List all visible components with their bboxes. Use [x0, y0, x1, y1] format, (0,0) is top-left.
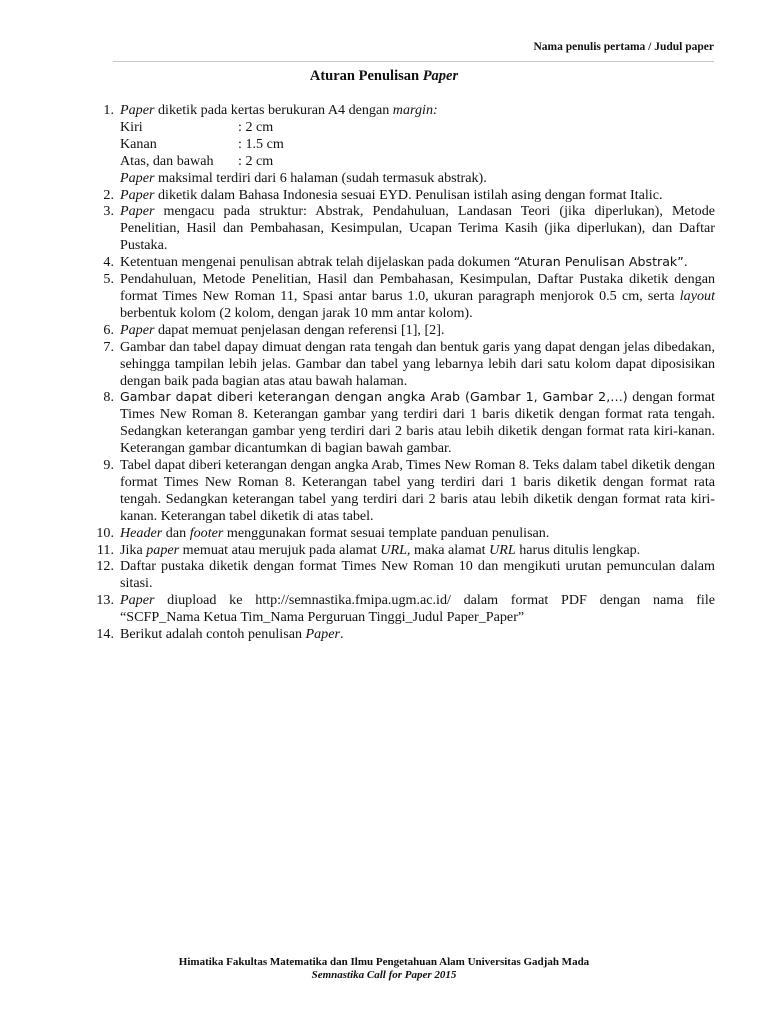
list-item — [92, 102, 715, 187]
list-item-number: 12. — [96, 558, 114, 575]
list-item — [92, 542, 715, 559]
list-item-number: 9. — [103, 457, 114, 474]
rule-text-run: dan — [162, 524, 190, 541]
rule-text-run: Ketentuan mengenai penulisan abtrak telah dijelaskan pada dokumen — [120, 254, 514, 271]
margin-value: : 2 cm — [238, 152, 274, 169]
list-item-paragraph — [120, 558, 715, 592]
list-item-text — [120, 525, 715, 542]
list-item-text — [120, 592, 715, 626]
rule-text-run: Gambar dapat diberi keterangan dengan angka Arab (Gambar 1, Gambar 2,…) — [120, 389, 628, 405]
list-item-text — [120, 457, 715, 525]
margin-side: Kanan — [120, 135, 157, 152]
list-item — [92, 389, 715, 457]
rule-text-run: margin: — [392, 102, 438, 118]
rule-text-run: Pendahuluan, Metode Penelitian, Hasil dan Pembahasan, Kesimpulan, Daftar Pustaka diketik dengan format Times New Roman 11, Spasi antar barus 1.0, ukuran paragraph menjorok 0.5 cm, serta — [120, 271, 715, 304]
list-item — [92, 626, 715, 643]
list-item-number: 4. — [103, 254, 114, 271]
list-item-number: 13. — [96, 592, 114, 609]
page-title — [0, 68, 768, 85]
list-item — [92, 203, 715, 254]
margin-value: : 2 cm — [238, 118, 274, 135]
rule-text-run: Header — [120, 524, 163, 541]
list-item-paragraph — [120, 592, 715, 626]
list-item — [92, 271, 715, 322]
running-header: Nama penulis pertama / Judul paper — [533, 41, 714, 53]
margin-spec-row — [120, 136, 715, 153]
rules-list — [92, 102, 715, 643]
rule-text-run: maksimal terdiri dari 6 halaman (sudah termasuk abstrak). — [154, 169, 487, 186]
rule-text-run: Paper — [120, 186, 155, 203]
list-item-number: 1. — [103, 102, 114, 118]
list-item-paragraph — [120, 187, 715, 204]
margin-spec-row — [120, 153, 715, 170]
rule-text-run: Paper — [120, 102, 155, 118]
list-item — [92, 322, 715, 339]
rule-text-run: layout — [679, 287, 715, 304]
list-item-paragraph — [120, 542, 715, 559]
list-item-text — [120, 339, 715, 390]
list-item — [92, 187, 715, 204]
list-item — [92, 339, 715, 390]
list-item-text — [120, 389, 715, 457]
list-item-paragraph — [120, 525, 715, 542]
list-item — [92, 254, 715, 271]
rule-text-run: “Aturan Penulisan Abstrak”. — [513, 254, 688, 270]
list-item-number: 7. — [103, 338, 114, 355]
list-item-paragraph — [120, 254, 715, 271]
rule-text-run: diketik dalam Bahasa Indonesia sesuai EYD. Penulisan istilah asing dengan format Italic. — [154, 186, 663, 203]
list-item-number: 10. — [96, 524, 114, 541]
list-item-text — [120, 626, 715, 643]
list-item-text — [120, 254, 715, 271]
margin-side: Atas, dan bawah — [120, 152, 214, 169]
list-item-paragraph — [120, 203, 715, 254]
list-item-paragraph — [120, 271, 715, 322]
rule-text-run: . — [339, 626, 344, 643]
rule-text-run: diketik pada kertas berukuran A4 dengan — [154, 102, 393, 118]
rule-text-run: Daftar pustaka diketik dengan format Times New Roman 10 dan mengikuti urutan pemunculan dalam sitasi. — [120, 558, 715, 592]
list-item-text — [120, 322, 715, 339]
rule-text-run: Paper — [120, 321, 155, 338]
list-item-paragraph — [120, 322, 715, 339]
footer-organization: Himatika Fakultas Matematika dan Ilmu Pengetahuan Alam Universitas Gadjah Mada — [178, 956, 590, 968]
list-item-text — [120, 203, 715, 254]
list-item-number: 14. — [96, 626, 114, 643]
list-item — [92, 558, 715, 592]
rule-text-run: Berikut adalah contoh penulisan — [120, 626, 306, 643]
rule-text-run: Paper — [120, 592, 155, 609]
list-item-number: 5. — [103, 271, 114, 288]
rule-text-run: harus ditulis lengkap. — [515, 541, 641, 558]
page-title-text: Aturan Penulisan — [309, 68, 423, 84]
list-item-paragraph — [120, 389, 715, 457]
list-item-text — [120, 271, 715, 322]
rule-text-run: Paper — [120, 169, 155, 186]
list-item-text — [120, 558, 715, 592]
rule-text-run: mengacu pada struktur: Abstrak, Pendahuluan, Landasan Teori (jika diperlukan), Metode Penelitian, Hasil dan Pembahasan, Kesimpulan, Ucapan Terima Kasih (jika diperlukan), dan Daftar Pustaka. — [120, 203, 715, 254]
rule-text-run: URL, — [380, 541, 411, 558]
list-item-paragraph — [120, 102, 715, 119]
rule-text-run: menggunakan format sesuai template panduan penulisan. — [223, 524, 550, 541]
list-item-paragraph — [120, 339, 715, 390]
rule-text-run: Tabel dapat diberi keterangan dengan angka Arab, Times New Roman 8. Teks dalam tabel diketik dengan format Times New Roman 8. Keterangan tabel yang terdiri dari 1 baris diketik dengan format rata tengah. Sedangkan keterangan tabel yang terdiri dari 2 baris atau lebih diketik dengan format rata kiri-kanan. Keterangan tabel diketik di atas tabel. — [120, 457, 715, 524]
list-item-note — [120, 170, 715, 187]
list-item — [92, 457, 715, 525]
rule-text-run: berbentuk kolom (2 kolom, dengan jarak 10 mm antar kolom). — [120, 304, 473, 321]
margin-value: : 1.5 cm — [238, 135, 284, 152]
list-item-number: 11. — [96, 541, 114, 558]
header-divider — [113, 61, 714, 62]
rule-text-run: diupload ke http://semnastika.fmipa.ugm.ac.id/ dalam format PDF dengan nama file “SCFP_Nama Ketua Tim_Nama Perguruan Tinggi_Judul Paper_Paper” — [120, 592, 715, 626]
list-item-number: 3. — [103, 203, 114, 220]
list-item-text — [120, 102, 715, 187]
rule-text-run: URL — [489, 541, 516, 558]
rule-text-run: Paper — [305, 626, 340, 643]
margin-side: Kiri — [120, 118, 143, 135]
list-item — [92, 525, 715, 542]
list-item — [92, 592, 715, 626]
list-item-text — [120, 542, 715, 559]
list-item-paragraph — [120, 626, 715, 643]
list-item-number: 2. — [103, 186, 114, 203]
page-footer — [0, 956, 768, 982]
rule-text-run: dengan format Times New Roman 8. Keterangan gambar yang terdiri dari 1 baris diketik dengan format rata tengah. Sedangkan keterangan gambar yeng terdiri dari 2 baris atau lebih diketik dengan format rata kiri-kanan. Keterangan gambar dicantumkan di bagian bawah gambar. — [120, 389, 715, 457]
rule-text-run: paper — [146, 541, 180, 558]
footer-event: Semnastika Call for Paper 2015 — [311, 969, 457, 981]
list-item-number: 8. — [103, 389, 114, 406]
list-item-paragraph — [120, 457, 715, 525]
list-item-number: 6. — [103, 321, 114, 338]
margin-spec-row — [120, 119, 715, 136]
list-item-text — [120, 187, 715, 204]
rule-text-run: Gambar dan tabel dapay dimuat dengan rata tengah dan bentuk garis yang dapat dengan jelas dibedakan, sehingga tampilan lebih jelas. Gambar dan tabel yang lebarnya lebih dari satu kolom dapat diposisikan dengan baik pada bagian atas atau bawah halaman. — [120, 338, 715, 389]
rule-text-run: footer — [189, 524, 224, 541]
page-title-italic: Paper — [422, 68, 459, 84]
rule-text-run: Paper — [120, 203, 155, 220]
rule-text-run: dapat memuat penjelasan dengan referensi [1], [2]. — [154, 321, 445, 338]
rule-text-run: memuat atau merujuk pada alamat — [179, 541, 381, 558]
rule-text-run: Jika — [120, 541, 147, 558]
rule-text-run: maka alamat — [410, 541, 490, 558]
